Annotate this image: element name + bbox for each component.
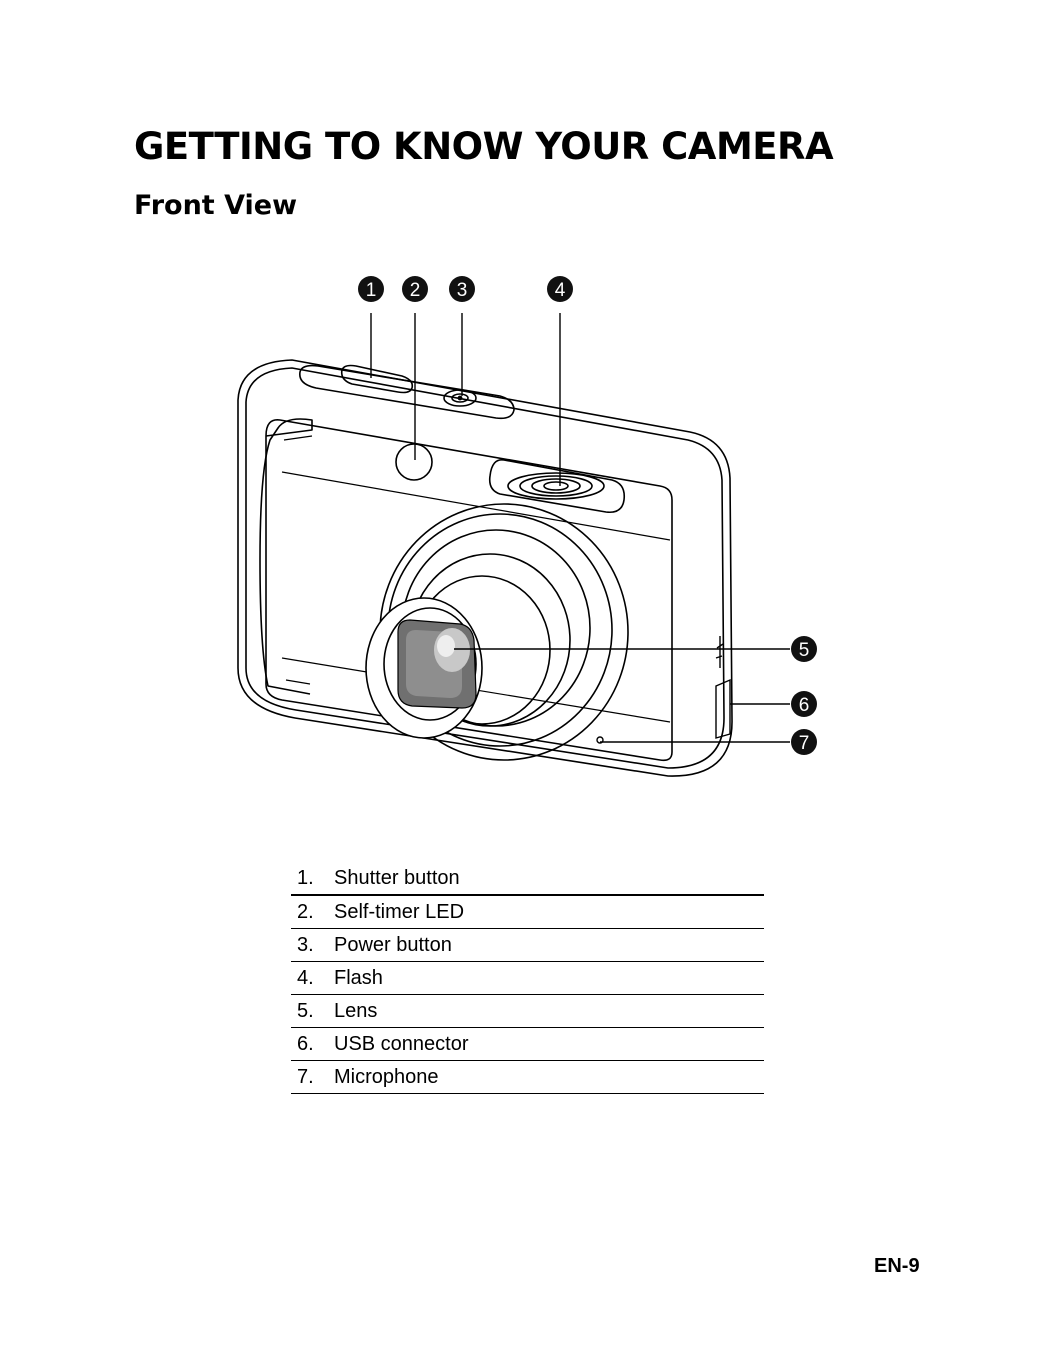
part-label: USB connector xyxy=(334,1033,469,1055)
parts-list-item xyxy=(291,895,764,929)
parts-list-item xyxy=(291,929,764,962)
callout-number: 3 xyxy=(456,280,468,301)
page-title: GETTING TO KNOW YOUR CAMERA xyxy=(134,125,834,168)
callout-number: 1 xyxy=(365,280,377,301)
parts-list-item xyxy=(291,962,764,995)
callout-5 xyxy=(791,636,817,662)
part-label: Self-timer LED xyxy=(334,901,465,923)
page-number: EN-9 xyxy=(874,1255,920,1277)
part-label: Flash xyxy=(334,967,383,989)
callout-7 xyxy=(791,729,817,755)
parts-list-item xyxy=(291,1028,764,1061)
callout-number: 5 xyxy=(798,640,810,661)
parts-list-item xyxy=(291,995,764,1028)
part-label: Microphone xyxy=(334,1066,439,1088)
section-subtitle: Front View xyxy=(134,190,298,221)
callout-number: 4 xyxy=(554,280,566,301)
callout-number: 7 xyxy=(798,733,810,754)
part-number: 5. xyxy=(297,1000,314,1022)
self-timer-led-shape xyxy=(396,444,432,480)
part-number: 4. xyxy=(297,967,314,989)
part-label: Lens xyxy=(334,1000,378,1022)
callout-number: 6 xyxy=(798,695,810,716)
part-label: Shutter button xyxy=(334,867,460,889)
part-number: 3. xyxy=(297,934,314,956)
camera-body-inner-edge xyxy=(246,368,724,768)
callout-6 xyxy=(791,691,817,717)
callout-3 xyxy=(449,276,475,302)
callout-4 xyxy=(547,276,573,302)
part-label: Power button xyxy=(334,934,452,956)
callout-1 xyxy=(358,276,384,302)
part-number: 2. xyxy=(297,901,314,923)
part-number: 7. xyxy=(297,1066,314,1088)
callout-2 xyxy=(402,276,428,302)
parts-list xyxy=(291,862,764,1094)
camera-grip xyxy=(260,419,312,694)
callout-number: 2 xyxy=(409,280,421,301)
parts-list-item xyxy=(291,862,764,895)
part-number: 6. xyxy=(297,1033,314,1055)
parts-list-item xyxy=(291,1061,764,1094)
part-number: 1. xyxy=(297,867,314,889)
